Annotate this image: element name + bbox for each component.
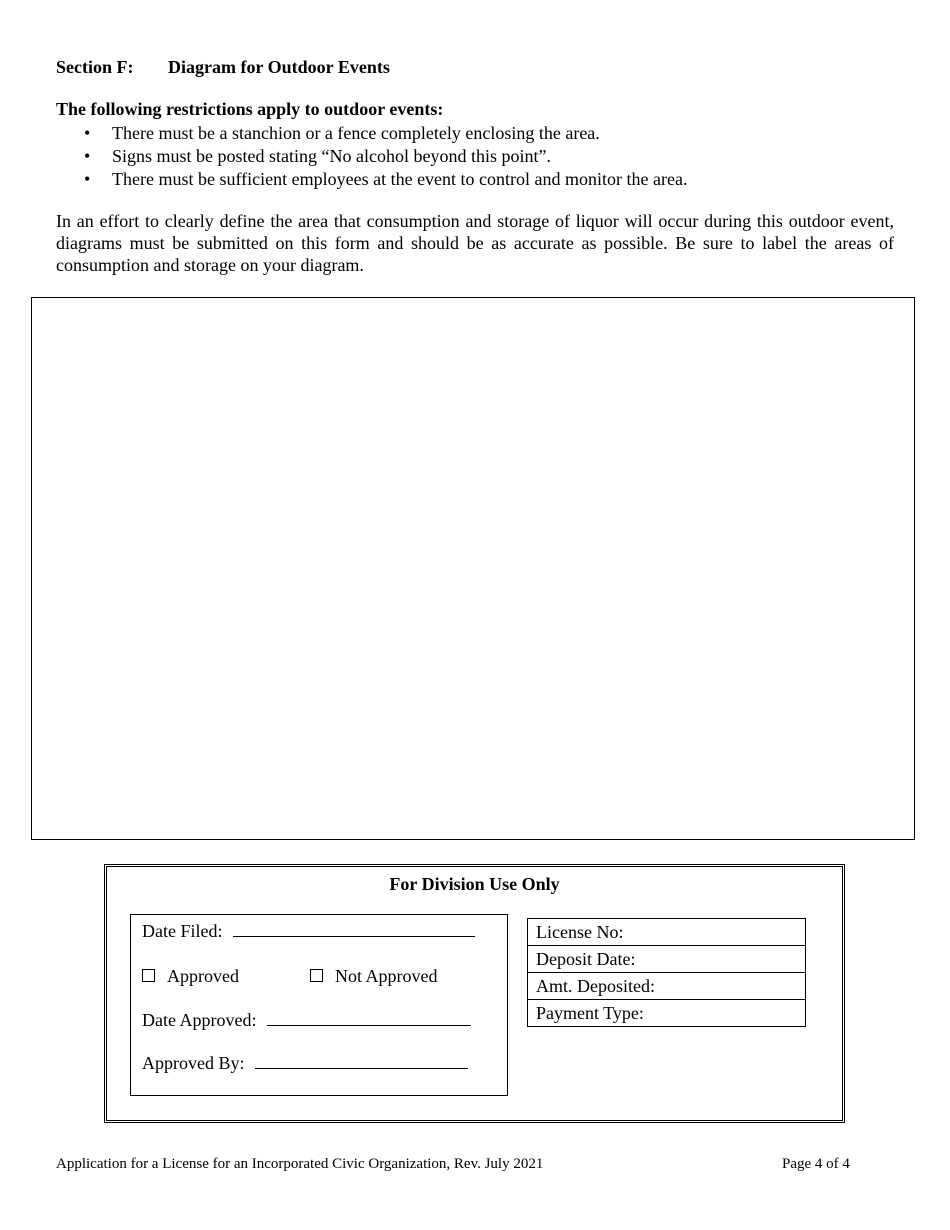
deposit-date-cell[interactable]: Deposit Date:: [528, 946, 806, 973]
restriction-text: There must be sufficient employees at the event to control and monitor the area.: [112, 169, 688, 189]
payment-table: [527, 918, 806, 1027]
restrictions-heading: The following restrictions apply to outdoor events:: [56, 99, 444, 119]
instructions-paragraph: In an effort to clearly define the area that consumption and storage of liquor will occur during this outdoor event, diagrams must be submitted on this form and should be as accurate as possible. Be sure to label the areas of consumption and storage on your diagram.: [56, 211, 894, 275]
restriction-item: • Signs must be posted stating “No alcohol beyond this point”.: [84, 146, 551, 166]
footer-page-number: Page 4 of 4: [782, 1156, 850, 1172]
section-label: Section F:: [56, 57, 134, 77]
division-title: For Division Use Only: [389, 874, 560, 894]
table-row: [528, 946, 806, 973]
date-approved-label: Date Approved:: [142, 1010, 257, 1030]
approved-label: Approved: [167, 966, 239, 986]
payment-type-cell[interactable]: Payment Type:: [528, 1000, 806, 1027]
approved-by-row: [142, 1053, 468, 1074]
approved-option[interactable]: [142, 966, 239, 987]
footer-form-title: Application for a License for an Incorporated Civic Organization, Rev. July 2021: [56, 1156, 544, 1172]
table-row: [528, 1000, 806, 1027]
restriction-item: • There must be a stanchion or a fence completely enclosing the area.: [84, 123, 600, 143]
approved-by-label: Approved By:: [142, 1053, 245, 1073]
not-approved-option[interactable]: [310, 966, 438, 987]
restriction-text: Signs must be posted stating “No alcohol beyond this point”.: [112, 146, 551, 166]
restriction-item: • There must be sufficient employees at the event to control and monitor the area.: [84, 169, 688, 189]
date-filed-label: Date Filed:: [142, 921, 223, 941]
date-approved-field[interactable]: [267, 1011, 471, 1026]
table-row: [528, 973, 806, 1000]
date-filed-field[interactable]: [233, 922, 475, 937]
date-filed-row: [142, 921, 475, 942]
restriction-text: There must be a stanchion or a fence completely enclosing the area.: [112, 123, 600, 143]
amt-deposited-cell[interactable]: Amt. Deposited:: [528, 973, 806, 1000]
date-approved-row: [142, 1010, 471, 1031]
approved-by-field[interactable]: [255, 1054, 468, 1069]
not-approved-label: Not Approved: [335, 966, 438, 986]
section-title: Diagram for Outdoor Events: [168, 57, 390, 77]
table-row: [528, 919, 806, 946]
license-no-cell[interactable]: License No:: [528, 919, 806, 946]
approved-checkbox[interactable]: [142, 969, 155, 982]
restrictions-list: [84, 122, 687, 191]
diagram-drawing-area[interactable]: [31, 297, 915, 840]
not-approved-checkbox[interactable]: [310, 969, 323, 982]
